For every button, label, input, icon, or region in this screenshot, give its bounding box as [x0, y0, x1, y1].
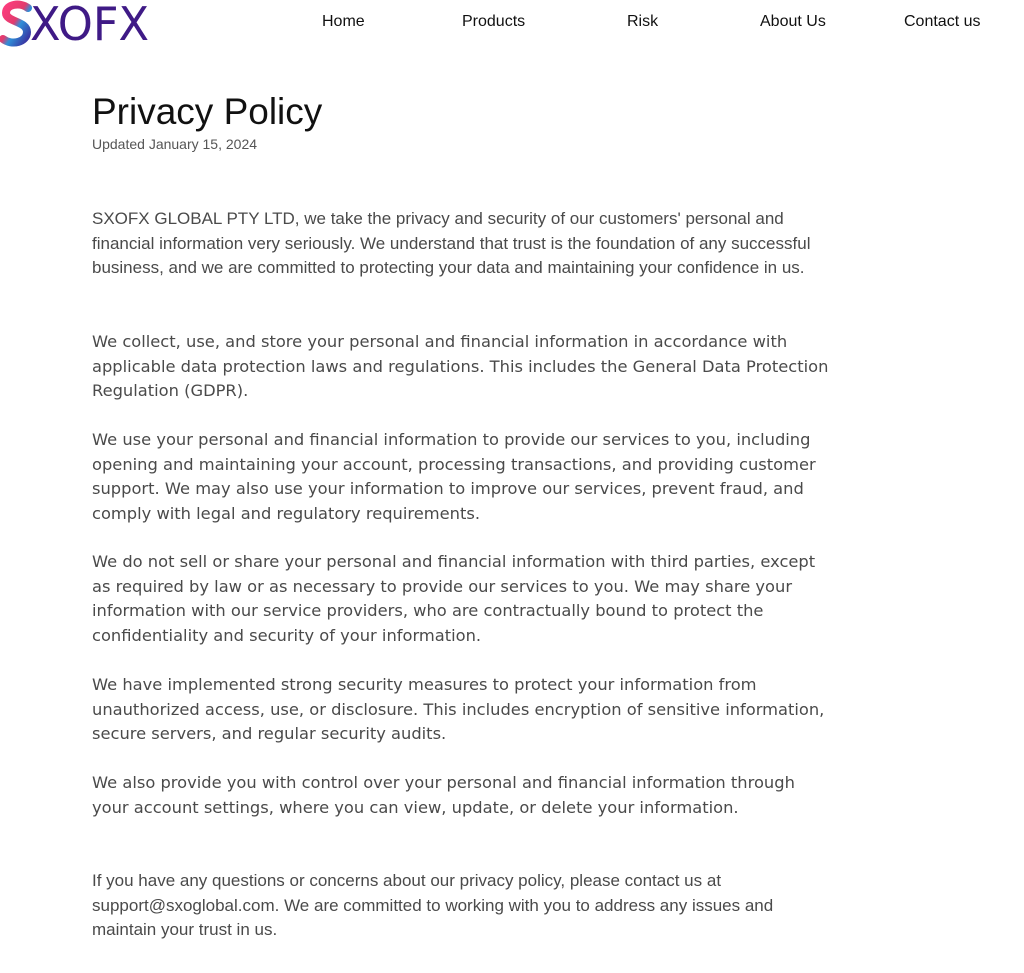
policy-paragraph-contact: If you have any questions or concerns about our privacy policy, please contact us at support@sxoglobal.com. We are committed to working with you to address any issues and maintain your trust in us.	[92, 871, 774, 940]
logo-s-mark-icon	[0, 0, 34, 48]
nav-home[interactable]: Home	[322, 13, 365, 30]
policy-paragraph-use: We use your personal and financial information to provide our services to you, including opening and maintaining your account, processing transactions, and providing customer support. We may also use your information to improve our services, prevent fraud, and comply with legal and regulatory requirements.	[92, 430, 816, 524]
nav-about-us[interactable]: About Us	[760, 13, 826, 30]
policy-paragraph-control: We also provide you with control over your personal and financial information through your account settings, where you can view, update, or delete your information.	[92, 773, 795, 817]
policy-paragraph-security: We have implemented strong security measures to protect your information from unauthorized access, use, or disclosure. This includes encryption of sensitive information, secure servers, and regular security audits.	[92, 675, 825, 744]
updated-date: Updated January 15, 2024	[92, 136, 258, 152]
nav-products[interactable]: Products	[462, 13, 526, 30]
brand-name: XOFX	[30, 0, 150, 51]
policy-paragraph-sharing: We do not sell or share your personal and financial information with third parties, except as required by law or as necessary to provide our services to you. We may share your information with our service providers, who are contractually bound to protect the confidentiality and security of your information.	[92, 552, 816, 646]
policy-paragraph-intro: SXOFX GLOBAL PTY LTD, we take the privacy and security of our customers' personal and financial information very seriously. We understand that trust is the foundation of any successful business, and we are committed to protecting your data and maintaining your confidence in us.	[92, 209, 811, 278]
nav-risk[interactable]: Risk	[627, 13, 659, 30]
site-header	[0, 0, 1024, 51]
logo[interactable]	[0, 0, 153, 51]
nav-contact-us[interactable]: Contact us	[904, 13, 981, 30]
main-content	[92, 90, 832, 940]
policy-paragraph-collect: We collect, use, and store your personal and financial information in accordance with applicable data protection laws and regulations. This includes the General Data Protection Regulation (GDPR).	[92, 332, 829, 401]
page-title: Privacy Policy	[92, 91, 323, 132]
